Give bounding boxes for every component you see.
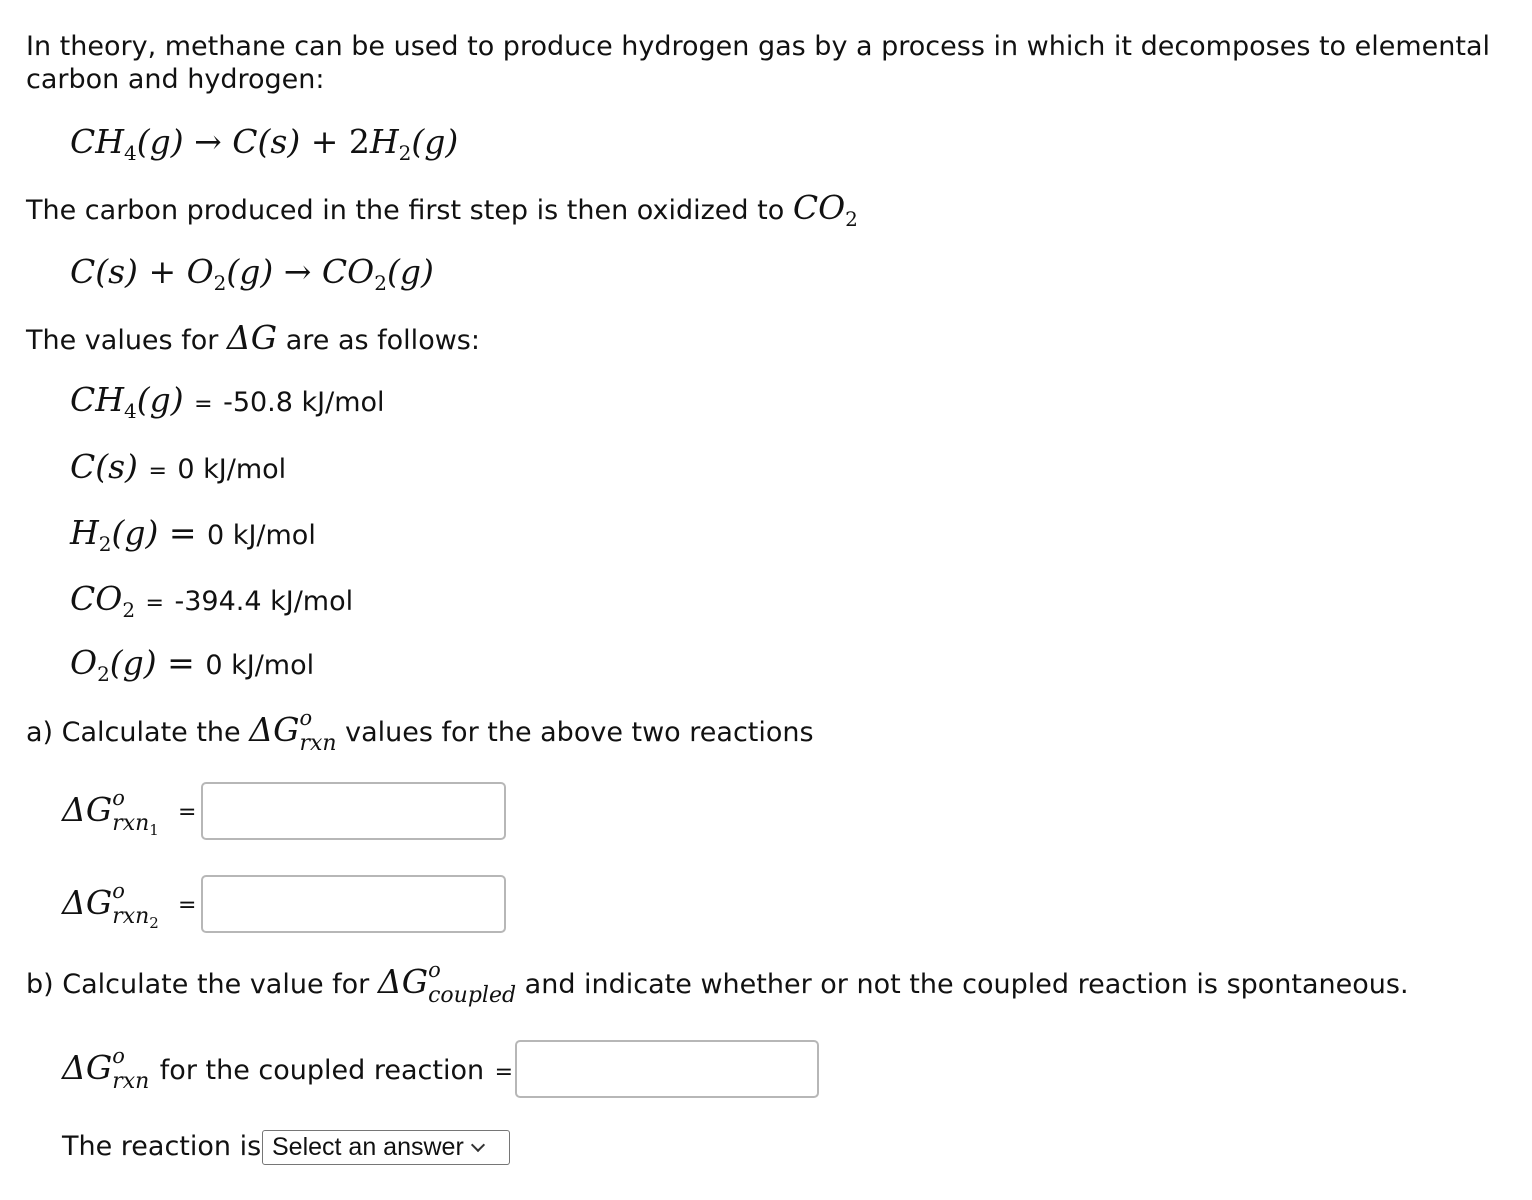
value-equals: = (194, 392, 213, 417)
step-2-formula-base: CO (792, 188, 846, 227)
reaction-2-product-state: (g) (386, 252, 434, 291)
reaction-2-reactant-carbon: C(s) (70, 252, 138, 291)
reaction-1-product-hydrogen: H (369, 122, 399, 161)
value-equals: = (168, 513, 197, 552)
reaction-1-plus: + (310, 122, 339, 161)
value-amount: -394.4 kJ/mol (174, 586, 354, 617)
value-equals: = (167, 643, 195, 682)
rxn-1-answer-input[interactable] (201, 782, 506, 840)
delta-g-sentence-before: The values for (26, 325, 219, 356)
value-species-subscript: 2 (122, 598, 136, 622)
reaction-is-label: The reaction is (62, 1131, 262, 1162)
rxn-2-subscript: rxn (112, 904, 150, 929)
reaction-1-product-hydrogen-state: (g) (411, 122, 459, 161)
coupled-delta-g: ΔG (62, 1048, 113, 1087)
part-a-subscript: rxn (299, 731, 337, 756)
reaction-2-arrow: → (283, 252, 312, 291)
coupled-label (62, 1044, 514, 1102)
rxn-2-superscript: o (112, 879, 125, 903)
rxn-2-index: 2 (149, 914, 159, 932)
reaction-1-product-hydrogen-subscript: 2 (398, 141, 412, 165)
value-species: H (70, 513, 99, 552)
value-species: O (70, 643, 98, 682)
coupled-superscript: o (112, 1044, 125, 1068)
part-a-prefix: a) Calculate the (26, 717, 241, 748)
reaction-1-equation (70, 122, 458, 173)
reaction-2-product-subscript: 2 (374, 271, 387, 295)
value-amount: 0 kJ/mol (205, 650, 315, 681)
part-b-prefix: b) Calculate the value for (26, 969, 370, 1000)
value-species-state: (g) (136, 380, 184, 419)
part-b-delta-g: ΔG (377, 962, 429, 1001)
rxn-1-equals: = (178, 800, 197, 825)
rxn-2-label (62, 879, 159, 943)
value-species-subscript: 2 (98, 532, 112, 556)
delta-g-sentence-after: are as follows: (285, 325, 480, 356)
part-b-prompt (26, 958, 1409, 1016)
value-species: CO (70, 579, 123, 618)
delta-g-symbol: ΔG (226, 318, 278, 357)
value-row-methane (70, 380, 385, 431)
part-a-suffix: values for the above two reactions (345, 717, 814, 748)
part-a-delta-g: ΔG (249, 710, 300, 749)
rxn-1-label (62, 786, 159, 850)
reaction-1-product-carbon: C(s) (232, 122, 301, 161)
value-row-carbon (70, 447, 286, 492)
value-row-hydrogen (70, 513, 316, 564)
value-amount: -50.8 kJ/mol (223, 387, 385, 418)
reaction-1-coefficient: 2 (348, 122, 370, 161)
coupled-answer-input[interactable] (515, 1040, 819, 1098)
value-equals: = (145, 591, 164, 616)
value-species: CH (70, 380, 125, 419)
reaction-1-reactant: CH (70, 122, 125, 161)
value-row-oxygen (70, 643, 314, 694)
rxn-1-index: 1 (149, 821, 159, 839)
value-amount: 0 kJ/mol (207, 520, 316, 551)
step-2-formula (792, 188, 858, 231)
step-2-formula-subscript: 2 (845, 207, 858, 231)
value-species-subscript: 4 (124, 399, 137, 423)
value-species: C (70, 447, 96, 486)
reaction-2-reactant-oxygen: O (186, 252, 214, 291)
part-a-superscript: o (299, 706, 313, 730)
reaction-2-reactant-oxygen-subscript: 2 (213, 271, 227, 295)
part-b-symbol (377, 958, 517, 1008)
rxn-1-superscript: o (112, 786, 125, 810)
delta-g-sentence (26, 318, 480, 358)
value-species-state: (s) (95, 447, 138, 486)
reaction-1-arrow: → (194, 122, 222, 161)
reaction-2-equation (70, 252, 434, 303)
rxn-1-delta-g: ΔG (62, 790, 113, 829)
value-amount: 0 kJ/mol (177, 454, 287, 485)
part-b-subscript: coupled (428, 983, 517, 1008)
chevron-down-icon (471, 1137, 485, 1151)
value-species-state: (g) (109, 643, 157, 682)
intro-line-2: carbon and hydrogen: (26, 64, 325, 95)
step-2-sentence (26, 188, 858, 239)
part-b-superscript: o (428, 958, 441, 982)
part-a-symbol (249, 706, 337, 756)
coupled-equals: = (494, 1060, 514, 1085)
coupled-label-text: for the coupled reaction (159, 1055, 485, 1086)
rxn-2-answer-input[interactable] (201, 875, 506, 933)
value-row-carbon-dioxide (70, 579, 353, 630)
spontaneity-select-value: Select an answer (272, 1133, 464, 1161)
reaction-1-reactant-state: (g) (136, 122, 184, 161)
rxn-1-subscript: rxn (112, 811, 150, 836)
intro-line-1: In theory, methane can be used to produce hydrogen gas by a process in which it decomposes to elemental (26, 31, 1491, 62)
coupled-subscript: rxn (112, 1069, 150, 1094)
reaction-2-product: CO (321, 252, 375, 291)
step-2-text: The carbon produced in the first step is then oxidized to (26, 195, 785, 226)
value-equals: = (148, 459, 167, 484)
reaction-1-reactant-subscript: 4 (124, 141, 137, 165)
rxn-2-equals: = (178, 893, 197, 918)
spontaneity-select[interactable] (262, 1130, 510, 1165)
reaction-2-plus: + (148, 252, 177, 291)
part-b-suffix: and indicate whether or not the coupled reaction is spontaneous. (524, 969, 1409, 1000)
reaction-2-reactant-oxygen-state: (g) (226, 252, 274, 291)
value-species-state: (g) (111, 513, 159, 552)
value-species-subscript: 2 (97, 662, 110, 686)
part-a-prompt (26, 706, 814, 764)
rxn-2-delta-g: ΔG (62, 883, 113, 922)
